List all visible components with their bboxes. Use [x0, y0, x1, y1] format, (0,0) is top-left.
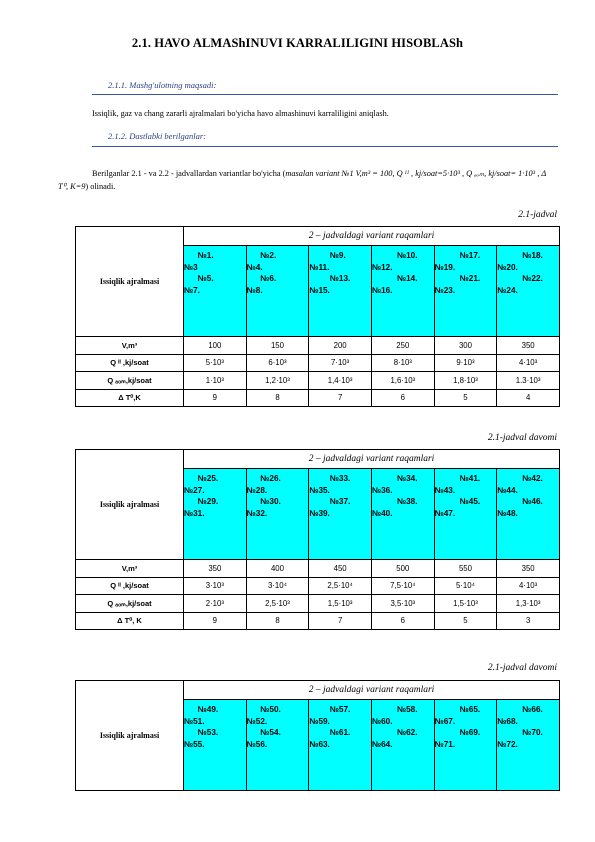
table-cell: 4·10³: [497, 577, 560, 595]
table-cell: 5: [434, 612, 497, 630]
variant-number: №53.: [184, 728, 219, 737]
variant-number: №17.: [434, 251, 481, 260]
variant-number: №26.: [246, 474, 281, 483]
variant-number: №64.: [371, 739, 393, 749]
variant-number: №11.: [309, 262, 330, 272]
intro-text: Berilganlar 2.1 - va 2.2 - jadvallardan variantlar bo'yicha (: [92, 169, 286, 178]
table-cell: 7,5·10⁴: [371, 577, 434, 595]
variant-number: №62.: [371, 728, 418, 737]
variant-number: №45.: [434, 497, 481, 506]
table-cell: 9·10³: [434, 354, 497, 372]
table-cell: 300: [434, 337, 497, 355]
table-cell: 1,6·10³: [371, 372, 434, 390]
goal-text: Issiqlik, gaz va chang zararli ajralmalari bo'yicha havo almashinuvi karraliligini aniqlash.: [92, 109, 389, 118]
variant-cell: [246, 246, 309, 337]
variant-cell: [309, 700, 372, 791]
table-row: [76, 389, 560, 407]
table-row: [76, 612, 560, 630]
table-cell: 200: [309, 337, 372, 355]
table-cell: 3: [497, 612, 560, 630]
table-cell: 2,5·10⁴: [309, 577, 372, 595]
row-label: Δ T⁰,K: [76, 389, 184, 407]
variant-number: №54.: [246, 728, 281, 737]
variant-number: №7.: [184, 285, 200, 295]
table-cell: 4·10³: [497, 354, 560, 372]
variant-number: №59.: [309, 716, 330, 726]
variant-number: №16.: [371, 285, 393, 295]
variant-number: №60.: [371, 716, 393, 726]
variant-number: №35.: [309, 485, 330, 495]
variant-number: №70.: [497, 728, 543, 737]
variant-cell: [497, 700, 560, 791]
row-header: Issiqlik ajralmasi: [76, 681, 184, 791]
table-cell: 450: [309, 560, 372, 578]
variant-number: №34.: [371, 474, 418, 483]
row-header: Issiqlik ajralmasi: [76, 450, 184, 560]
variant-number: №36.: [371, 485, 393, 495]
variant-number: №8.: [246, 285, 263, 295]
table-cell: 5·10⁴: [434, 577, 497, 595]
table-row: [76, 337, 560, 355]
variant-number: №40.: [371, 508, 393, 518]
row-label: Q ₐₒₘ,kj/soat: [76, 372, 184, 390]
variant-number: №28.: [246, 485, 268, 495]
variant-cell: [497, 246, 560, 337]
table-row: [76, 354, 560, 372]
variant-number: №3: [184, 262, 198, 272]
variant-number: №13.: [309, 274, 351, 283]
table-cell: 5: [434, 389, 497, 407]
variant-cell: [371, 246, 434, 337]
table-cell: 350: [497, 560, 560, 578]
variant-number: №22.: [497, 274, 543, 283]
variant-number: №72.: [497, 739, 518, 749]
table-row: [76, 595, 560, 613]
variant-number: №71.: [434, 739, 456, 749]
table-cell: 3·10⁴: [246, 577, 309, 595]
variant-number: №30.: [246, 497, 281, 506]
variant-number: №10.: [371, 251, 418, 260]
variant-number: №43.: [434, 485, 456, 495]
variant-number: №25.: [184, 474, 219, 483]
variant-cell: [309, 246, 372, 337]
table-cell: 1,5·10³: [309, 595, 372, 613]
table-cell: 4: [497, 389, 560, 407]
variant-number: №42.: [497, 474, 543, 483]
variant-cell: [246, 469, 309, 560]
table-cell: 500: [371, 560, 434, 578]
table-cell: 7: [309, 612, 372, 630]
variant-cell: [184, 469, 247, 560]
variant-number: №27.: [184, 485, 205, 495]
table-cell: 6: [371, 612, 434, 630]
variant-number: №32.: [246, 508, 268, 518]
variant-number: №31.: [184, 508, 205, 518]
page-title: 2.1. HAVO ALMAShINUVI KARRALILIGINI HISOBLASh: [131, 36, 464, 50]
group-header: 2 – jadvaldagi variant raqamlari: [184, 681, 560, 700]
variant-number: №61.: [309, 728, 351, 737]
variant-number: №15.: [309, 285, 330, 295]
table-cell: 1,2·10³: [246, 372, 309, 390]
variant-cell: [497, 469, 560, 560]
table-row: [76, 560, 560, 578]
table-cell: 8: [246, 389, 309, 407]
intro-example: masalan variant №1 V,m³ = 100, Q ᴵᴵ , kj/soat=5·10³ , Q ₐₒₘ, kj/soat= 1·10³ , Δ T⁰, K=9: [58, 169, 547, 191]
variant-cell: [309, 469, 372, 560]
variant-number: №29.: [184, 497, 219, 506]
variant-number: №58.: [371, 705, 418, 714]
variant-number: №47.: [434, 508, 456, 518]
variant-number: №57.: [309, 705, 351, 714]
table-cell: 250: [371, 337, 434, 355]
variant-number: №18.: [497, 251, 543, 260]
variant-number: №68.: [497, 716, 518, 726]
table-cell: 8: [246, 612, 309, 630]
variant-number: №9.: [309, 251, 346, 260]
variant-number: №63.: [309, 739, 330, 749]
variant-cell: [246, 700, 309, 791]
row-label: Q ₐₒₘ,kj/soat: [76, 595, 184, 613]
table-row: [76, 577, 560, 595]
table-cell: 9: [184, 389, 247, 407]
variant-number: №5.: [184, 274, 214, 283]
table-caption: 2.1-jadval: [518, 210, 557, 220]
table-cell: 5·10³: [184, 354, 247, 372]
variant-number: №33.: [309, 474, 351, 483]
row-label: Q ᴵᴵ ,kj/soat: [76, 354, 184, 372]
table-cell: 3·10³: [184, 577, 247, 595]
variant-number: №48.: [497, 508, 518, 518]
table-cell: 1,3·10³: [497, 595, 560, 613]
table-cell: 8·10³: [371, 354, 434, 372]
table-cell: 2,5·10³: [246, 595, 309, 613]
table-caption: 2.1-jadval davomi: [487, 663, 557, 673]
row-label: Q ᴵᴵ ,kj/soat: [76, 577, 184, 595]
variant-cell: [371, 469, 434, 560]
variant-cell: [434, 469, 497, 560]
row-label: V,m³: [76, 560, 184, 578]
table-cell: 1.3·10³: [497, 372, 560, 390]
table-cell: 350: [184, 560, 247, 578]
variant-number: №67.: [434, 716, 456, 726]
row-label: Δ T⁰, K: [76, 612, 184, 630]
table-cell: 350: [497, 337, 560, 355]
variant-number: №21.: [434, 274, 481, 283]
table-row: [76, 372, 560, 390]
variant-number: №44.: [497, 485, 518, 495]
table-cell: 1,5·10³: [434, 595, 497, 613]
variant-number: №4.: [246, 262, 263, 272]
table-cell: 150: [246, 337, 309, 355]
section-heading-data: 2.1.2. Dastlabki berilganlar:: [108, 131, 206, 141]
group-header: 2 – jadvaldagi variant raqamlari: [184, 227, 560, 246]
variant-number: №20.: [497, 262, 518, 272]
variant-number: №69.: [434, 728, 481, 737]
variants-table: [75, 226, 560, 407]
table-cell: 100: [184, 337, 247, 355]
variant-number: №24.: [497, 285, 518, 295]
table-cell: 6: [371, 389, 434, 407]
row-header: Issiqlik ajralmasi: [76, 227, 184, 337]
variant-number: №6.: [246, 274, 277, 283]
table-cell: 7: [309, 389, 372, 407]
table-cell: 400: [246, 560, 309, 578]
variant-cell: [434, 246, 497, 337]
variant-number: №52.: [246, 716, 268, 726]
variant-number: №65.: [434, 705, 481, 714]
variant-cell: [184, 700, 247, 791]
variant-number: №46.: [497, 497, 543, 506]
intro-paragraph: [58, 168, 558, 194]
variants-table: [75, 680, 560, 791]
variant-number: №23.: [434, 285, 456, 295]
variant-cell: [434, 700, 497, 791]
table-cell: 7·10³: [309, 354, 372, 372]
variant-number: №12.: [371, 262, 393, 272]
variant-number: №55.: [184, 739, 205, 749]
table-caption: 2.1-jadval davomi: [487, 433, 557, 443]
variant-number: №19.: [434, 262, 456, 272]
variant-number: №66.: [497, 705, 543, 714]
divider: [92, 94, 558, 95]
section-heading-goal: 2.1.1. Mashg'ulotning maqsadi:: [108, 80, 217, 90]
variant-number: №51.: [184, 716, 205, 726]
variants-table: [75, 449, 560, 630]
variant-number: №37.: [309, 497, 351, 506]
intro-text-end: ) olinadi.: [85, 181, 116, 191]
table-cell: 1·10³: [184, 372, 247, 390]
table-cell: 3,5·10³: [371, 595, 434, 613]
variant-cell: [371, 700, 434, 791]
divider: [92, 146, 558, 147]
table-cell: 550: [434, 560, 497, 578]
group-header: 2 – jadvaldagi variant raqamlari: [184, 450, 560, 469]
variant-number: №2.: [246, 251, 277, 260]
variant-number: №50.: [246, 705, 281, 714]
variant-number: №1.: [184, 251, 214, 260]
table-cell: 2·10³: [184, 595, 247, 613]
variant-cell: [184, 246, 247, 337]
table-cell: 1,4·10³: [309, 372, 372, 390]
variant-number: №14.: [371, 274, 418, 283]
variant-number: №49.: [184, 705, 219, 714]
table-cell: 9: [184, 612, 247, 630]
table-cell: 1,8·10³: [434, 372, 497, 390]
table-cell: 6·10³: [246, 354, 309, 372]
variant-number: №41.: [434, 474, 481, 483]
variant-number: №39.: [309, 508, 330, 518]
variant-number: №56.: [246, 739, 268, 749]
variant-number: №38.: [371, 497, 418, 506]
row-label: V,m³: [76, 337, 184, 355]
